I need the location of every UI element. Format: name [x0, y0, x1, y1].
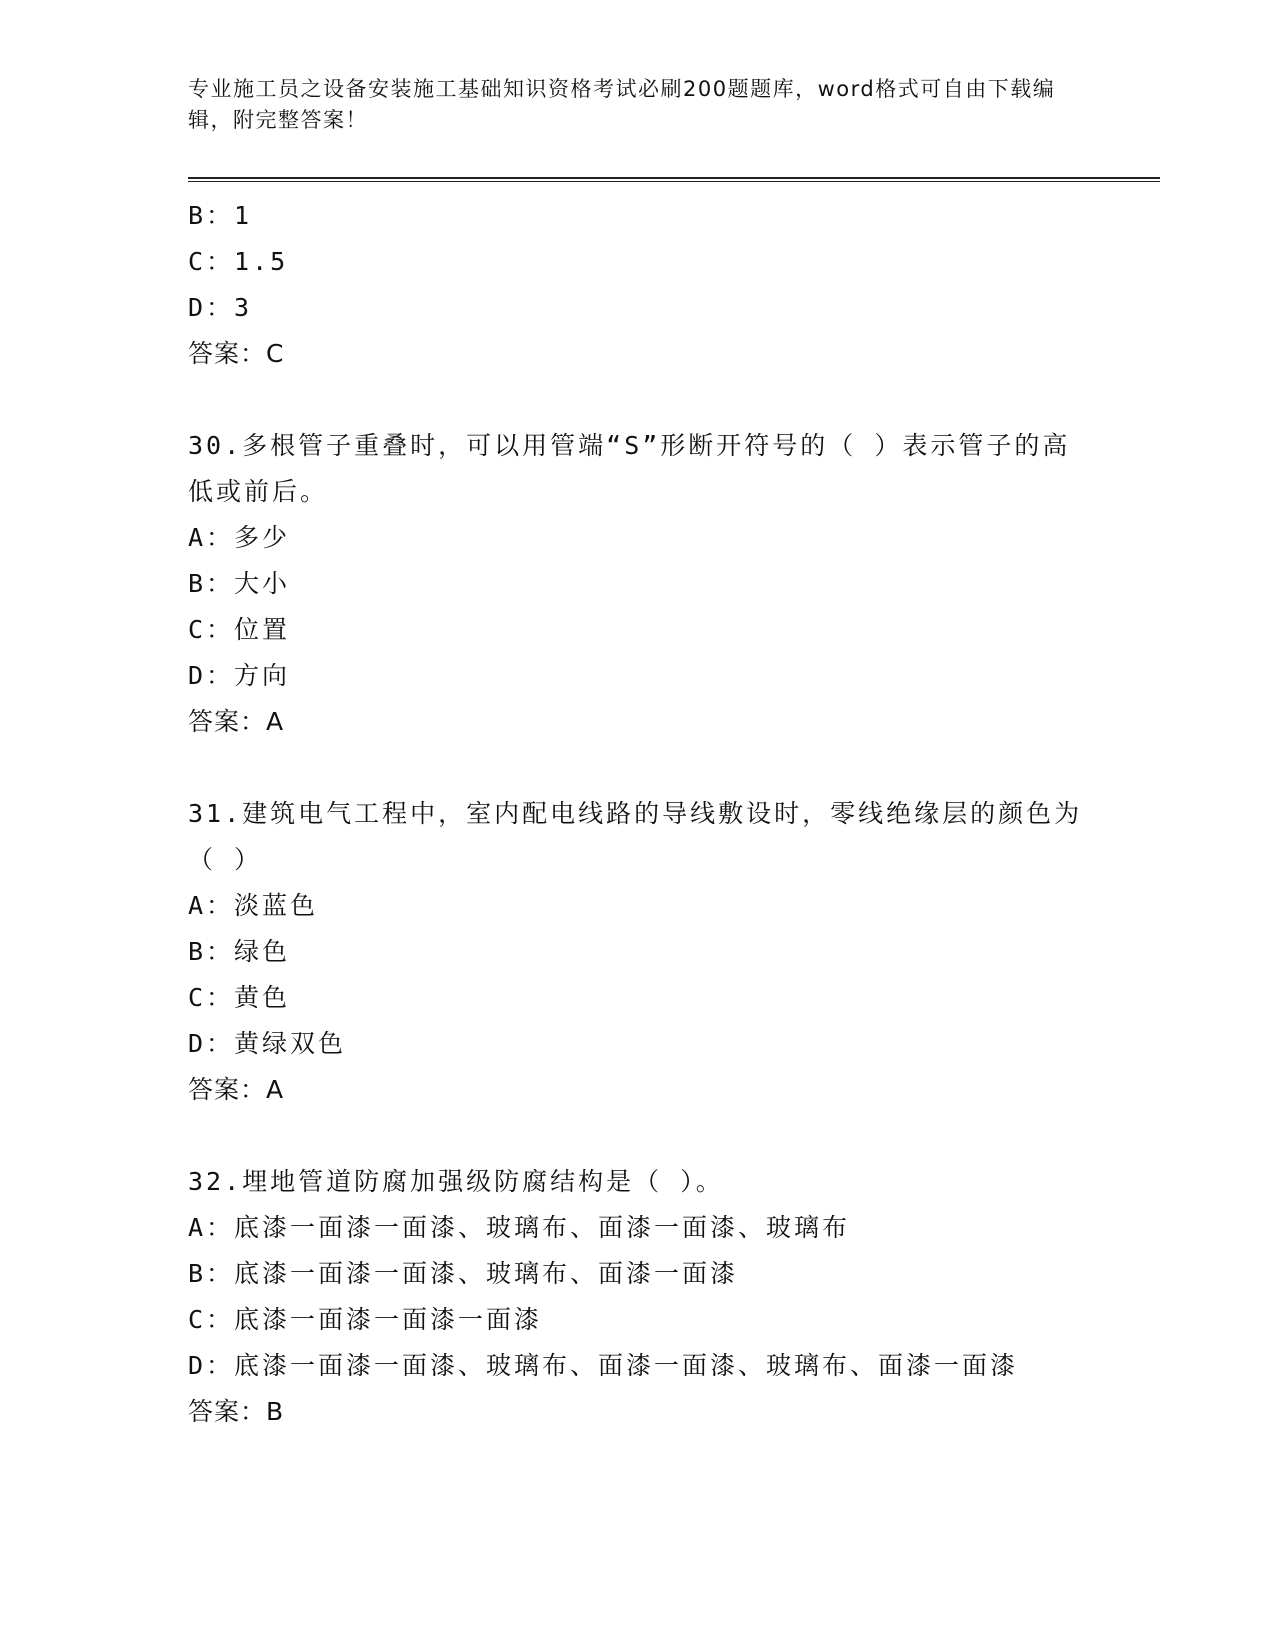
- question-list: [188, 193, 1088, 1435]
- question-31: [188, 791, 1088, 1113]
- answer: 答案：B: [188, 1397, 285, 1426]
- option-b: B：绿色: [188, 937, 291, 966]
- option-c: C：黄色: [188, 983, 291, 1012]
- option-a: A：底漆一面漆一面漆、玻璃布、面漆一面漆、玻璃布: [188, 1213, 851, 1242]
- header-divider-thin: [188, 181, 1160, 182]
- option-d: D：底漆一面漆一面漆、玻璃布、面漆一面漆、玻璃布、面漆一面漆: [188, 1351, 1019, 1380]
- header-divider-thick: [188, 177, 1160, 179]
- option-c: C：底漆一面漆一面漆一面漆: [188, 1305, 543, 1334]
- answer: 答案：A: [188, 1075, 285, 1104]
- option-c: C：位置: [188, 615, 291, 644]
- option-b: B：1: [188, 201, 253, 230]
- answer: 答案：C: [188, 339, 285, 368]
- question-text: 30.多根管子重叠时，可以用管端“S”形断开符号的（ ）表示管子的高低或前后。: [188, 431, 1071, 506]
- spacer: [188, 1113, 1088, 1159]
- option-b: B：底漆一面漆一面漆、玻璃布、面漆一面漆: [188, 1259, 739, 1288]
- question-text: 32.埋地管道防腐加强级防腐结构是（ ）。: [188, 1167, 724, 1196]
- option-a: A：淡蓝色: [188, 891, 319, 920]
- question-30: [188, 423, 1088, 745]
- document-title: 专业施工员之设备安装施工基础知识资格考试必刷200题题库，word格式可自由下载编辑，附完整答案！: [188, 77, 1056, 132]
- option-a: A：多少: [188, 523, 291, 552]
- option-b: B：大小: [188, 569, 291, 598]
- option-c: C：1.5: [188, 247, 289, 276]
- spacer: [188, 745, 1088, 791]
- question-32: [188, 1159, 1088, 1435]
- answer: 答案：A: [188, 707, 285, 736]
- spacer: [188, 377, 1088, 423]
- option-d: D：黄绿双色: [188, 1029, 347, 1058]
- previous-question-tail: [188, 193, 1088, 377]
- question-text: 31.建筑电气工程中，室内配电线路的导线敷设时，零线绝缘层的颜色为（ ）: [188, 799, 1083, 874]
- option-d: D：方向: [188, 661, 291, 690]
- option-d: D：3: [188, 293, 253, 322]
